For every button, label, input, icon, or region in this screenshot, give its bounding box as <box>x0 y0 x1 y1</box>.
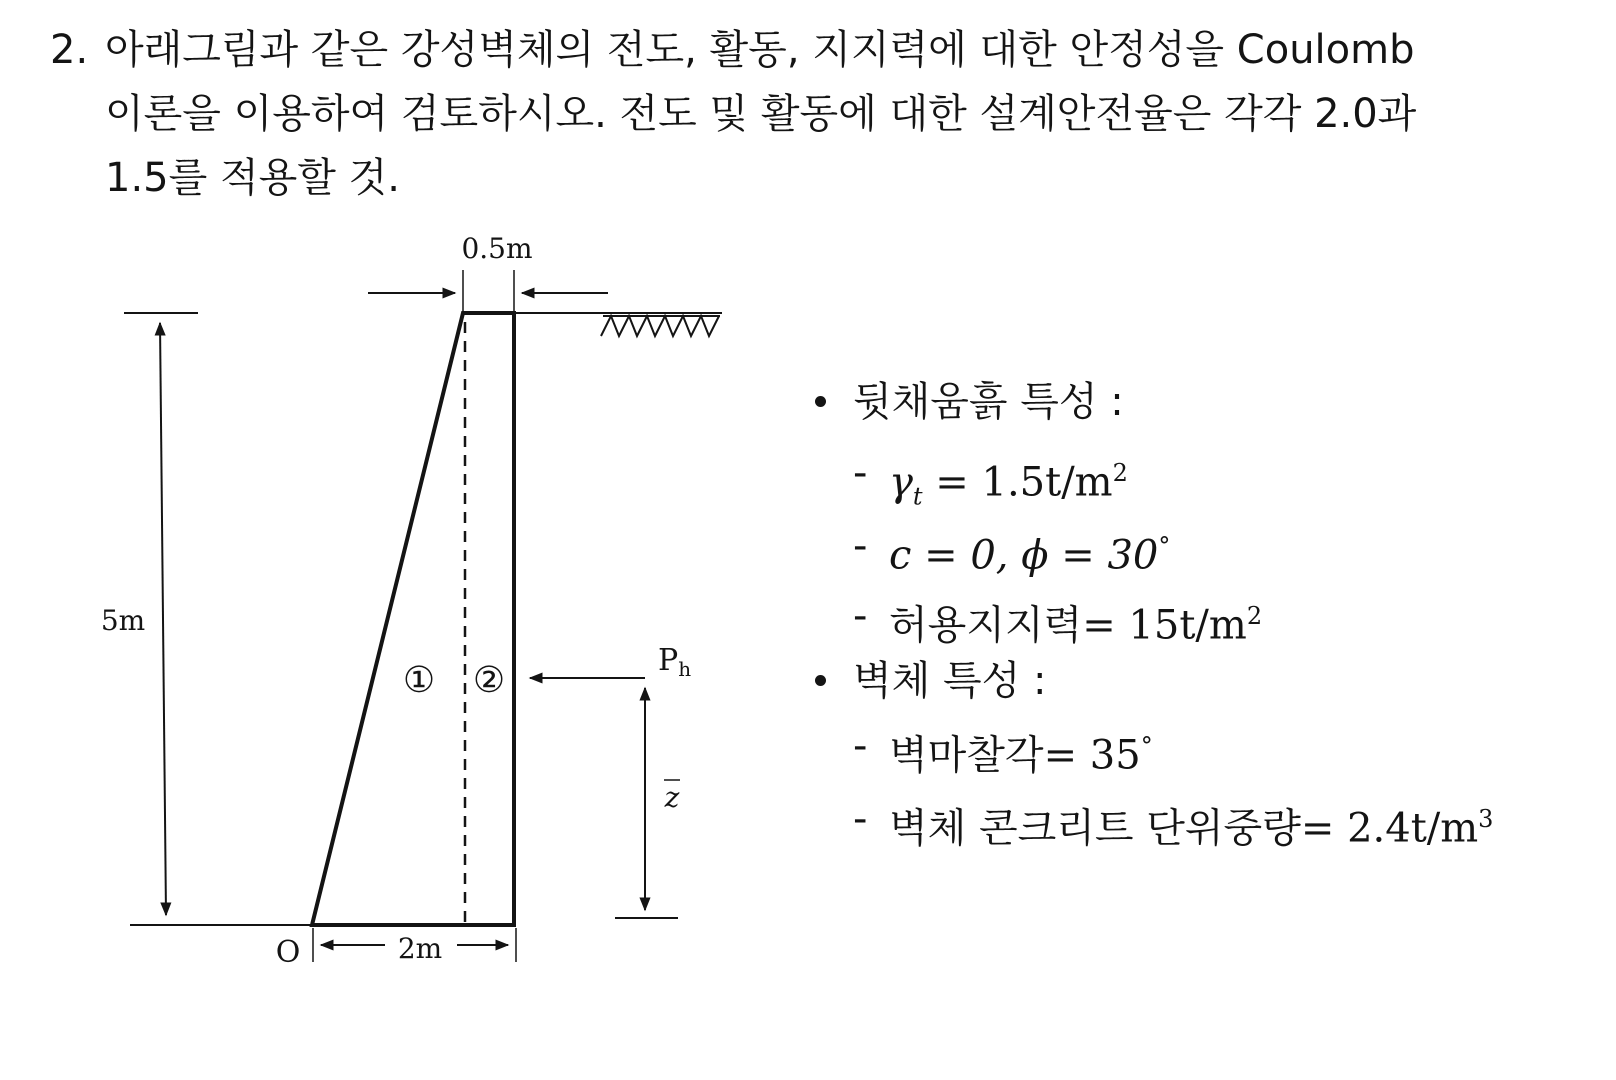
concrete-weight-label: 벽체 콘크리트 단위중량 <box>889 805 1301 852</box>
wall-title: 벽체 특성 : <box>853 658 1047 704</box>
unit-weight-symbol: γ <box>889 459 913 506</box>
zone-1-label: ① <box>402 660 436 701</box>
wall-friction-degree: ° <box>1140 732 1153 760</box>
bearing-label: 허용지지력 <box>889 602 1083 649</box>
zone-2-label: ② <box>472 660 506 701</box>
bullet-icon <box>815 396 826 407</box>
retaining-wall-figure <box>0 220 780 1000</box>
height-label: 5m <box>100 604 146 637</box>
problem-line-3: 1.5를 적용할 것. <box>105 155 400 201</box>
concrete-weight-value: = 2.4t/m <box>1300 805 1479 852</box>
dash-mark: - <box>853 593 868 639</box>
dash-mark: - <box>853 450 868 496</box>
top-width-label: 0.5m <box>461 232 533 265</box>
origin-label: O <box>275 935 301 970</box>
backfill-title: 뒷채움흙 특성 : <box>853 379 1124 425</box>
unit-weight-power: 2 <box>1112 459 1128 487</box>
concrete-weight-power: 3 <box>1478 805 1494 833</box>
problem-number: 2. <box>50 27 89 73</box>
bearing-value: = 15t/m <box>1082 602 1247 649</box>
force-label: $P_h$ <box>658 643 692 681</box>
dash-mark: - <box>853 723 868 769</box>
height-arrow <box>160 323 166 915</box>
friction-angle-degree: ° <box>1158 532 1171 560</box>
friction-angle-text: ϕ = 30 <box>1021 532 1159 579</box>
wall-outline <box>312 313 514 925</box>
wall-friction-label: 벽마찰각 <box>889 732 1044 779</box>
problem-line-2: 이론을 이용하여 검토하시오. 전도 및 활동에 대한 설계안전율은 각각 2.0과 <box>105 91 1417 137</box>
bearing-power: 2 <box>1246 602 1263 630</box>
bullet-icon <box>815 675 826 686</box>
cohesion-text: c = 0, <box>889 532 1009 579</box>
zbar-label: z <box>664 781 680 814</box>
dash-mark: - <box>853 796 868 842</box>
ground-hatching <box>601 316 720 336</box>
dash-mark: - <box>853 523 868 569</box>
unit-weight-subscript: t <box>912 482 923 511</box>
base-width-label: 2m <box>397 932 443 965</box>
problem-line-1: 아래그림과 같은 강성벽체의 전도, 활동, 지지력에 대한 안정성을 Coulomb <box>105 27 1415 73</box>
wall-friction-value: = 35 <box>1043 732 1141 779</box>
unit-weight-value: = 1.5t/m <box>935 459 1113 506</box>
